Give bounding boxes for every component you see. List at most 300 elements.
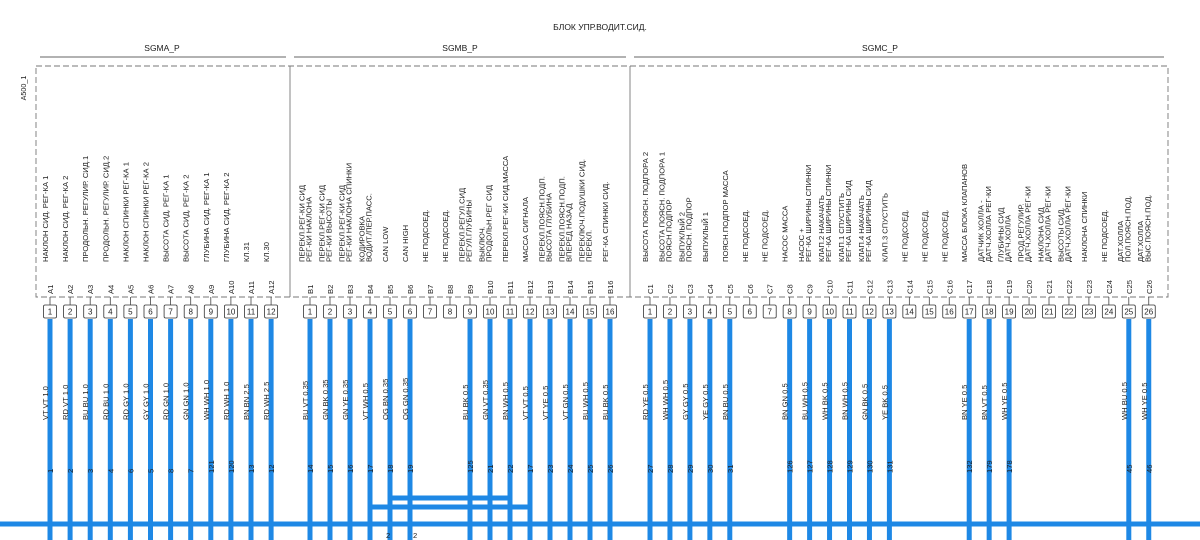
pin-description: ПЕРЕКЛ.РЕГУЛ.СИД xyxy=(457,187,467,262)
pin-description: РЕГ-КА ШИРИНЫ СПИНКИ xyxy=(804,164,814,262)
connector-layer xyxy=(0,43,1200,540)
pin-a5 xyxy=(121,162,137,540)
pin-a11 xyxy=(242,242,258,540)
connector-label: SGMA_P xyxy=(144,43,180,53)
pin-id: C23 xyxy=(1084,280,1094,294)
pin-number: 22 xyxy=(1064,307,1074,317)
pin-id: B7 xyxy=(426,284,435,294)
pin-id: C3 xyxy=(685,284,695,294)
circuit-number: 25 xyxy=(586,464,595,473)
wire-code: GY GY 0.5 xyxy=(680,383,690,420)
pin-description: ПЕРЕКЛ.ПОЯСН.ПОДП. xyxy=(557,176,567,262)
pin-description: НАКЛОНА СИД xyxy=(1036,207,1046,262)
circuit-number: 27 xyxy=(646,464,655,473)
pin-description: КЛАП.3 СПУСТИТЬ xyxy=(880,192,890,262)
pin-number: 18 xyxy=(984,307,994,317)
pin-id: C22 xyxy=(1064,280,1074,294)
pin-a7 xyxy=(162,175,178,540)
pin-number: 9 xyxy=(208,307,214,317)
pin-c17 xyxy=(960,164,976,540)
pin-id: B16 xyxy=(606,280,615,294)
wire-code: WH BU 0.5 xyxy=(1119,382,1129,420)
pin-a8 xyxy=(182,175,198,540)
pin-number: 4 xyxy=(108,307,113,317)
pin-number: 7 xyxy=(767,307,772,317)
circuit-number: 5 xyxy=(146,468,156,473)
connector-sgma-p xyxy=(40,43,286,540)
pin-description: ПРОД.РЕГУЛИР. xyxy=(1016,203,1026,262)
pin-number: 6 xyxy=(148,307,153,317)
pin-c26 xyxy=(1136,194,1155,540)
pin-id: C12 xyxy=(865,280,875,294)
pin-description: ВЫСОТА ПОЯСН. ПОДПОРА 2 xyxy=(641,151,650,262)
pin-number: 1 xyxy=(307,307,313,317)
pin-number: 3 xyxy=(347,307,353,317)
pin-c1 xyxy=(641,152,657,540)
wire-code: GN GN 1.0 xyxy=(181,382,191,420)
pin-number: 1 xyxy=(47,307,53,317)
circuit-number: 30 xyxy=(705,464,715,473)
pin-description: РЕГУЛ.ГЛУБИНЫ xyxy=(464,199,474,262)
pin-description: ДАТЧ.ХОЛЛА РЕГ-КИ xyxy=(983,186,993,262)
pin-number: 3 xyxy=(87,307,93,317)
wire-code: BN VT 0.5 xyxy=(980,385,990,420)
pin-number: 2 xyxy=(67,307,73,317)
pin-description: ВЫСОТА СИД. РЕГ-КА 1 xyxy=(161,174,171,262)
pin-c20 xyxy=(1016,186,1035,318)
pin-c8 xyxy=(781,205,797,540)
wire-code: VT YE 0.5 xyxy=(541,385,550,420)
pin-id: A11 xyxy=(247,281,256,294)
wire-code: RD WH 2.5 xyxy=(262,381,272,420)
circuit-number: 131 xyxy=(885,460,895,473)
pin-b3 xyxy=(337,163,356,540)
wire-code: GN BK 0.5 xyxy=(860,383,870,420)
pin-a9 xyxy=(202,173,218,540)
pin-description: ВЫСОТЫ СИД. xyxy=(1056,207,1066,262)
pin-description: ПРОДОЛЬН.РЕГ СИД xyxy=(484,184,494,262)
pin-number: 12 xyxy=(266,307,276,317)
pin-id: B9 xyxy=(466,284,475,294)
pin-b9 xyxy=(457,188,476,540)
pin-description: ДАТЧИК ХОЛЛА - xyxy=(976,200,986,262)
pin-id: C21 xyxy=(1045,280,1054,294)
pin-description: ГЛУБИНА СИД. РЕГ-КА 1 xyxy=(201,172,211,262)
bottom-label: 2 xyxy=(413,531,418,540)
pin-id: A1 xyxy=(46,284,55,294)
pin-number: 10 xyxy=(825,307,835,317)
circuit-number: 21 xyxy=(486,464,495,473)
pin-b14 xyxy=(557,176,576,540)
pin-number: 11 xyxy=(845,307,854,317)
wire-code: GN BK 0.35 xyxy=(321,379,330,420)
pin-description: МАССА БЛОКА КЛАПАНОВ xyxy=(960,163,970,262)
pin-number: 6 xyxy=(747,307,752,317)
circuit-number: 45 xyxy=(1124,464,1134,473)
pin-description: ПЕРЕКЛ.РЕГ-КИ СИД xyxy=(337,184,347,262)
wire-code: OG GN 0.35 xyxy=(401,377,410,420)
pin-description: ВЫСОТА ПОЯСН. ПОДПОРА 1 xyxy=(657,151,667,262)
pin-id: C13 xyxy=(885,280,895,294)
pin-number: 7 xyxy=(168,307,173,317)
pin-number: 15 xyxy=(924,307,934,317)
circuit-number: 120 xyxy=(226,460,236,473)
pin-id: A6 xyxy=(146,284,156,294)
pin-number: 3 xyxy=(687,307,693,317)
circuit-number: 18 xyxy=(386,464,395,473)
pin-description: ПЕРЕКЛ.РЕГ-КИ СИД xyxy=(297,184,307,262)
pin-description: ПОЯСН.ПОДПОР xyxy=(664,199,674,262)
pin-description: ПЕРЕКЛ.ПОЯСН.ПОДП. xyxy=(537,176,547,262)
pin-id: C24 xyxy=(1104,280,1114,294)
pin-b8 xyxy=(441,209,457,318)
pin-number: 23 xyxy=(1084,307,1094,317)
pin-number: 10 xyxy=(485,307,495,317)
circuit-number: 2 xyxy=(66,468,76,473)
pin-c19 xyxy=(997,208,1016,540)
pin-description: РЕГ-КИ НАКЛОНА СПИНКИ xyxy=(344,162,354,262)
pin-id: C14 xyxy=(905,280,915,294)
pin-number: 14 xyxy=(565,307,575,317)
pin-description: НЕ ПОДСОЕД. xyxy=(441,209,450,262)
pin-id: A4 xyxy=(106,284,116,294)
wire-code: RD GY 1.0 xyxy=(121,383,131,420)
diagram-title: БЛОК УПР.ВОДИТ.СИД. xyxy=(553,22,647,32)
pin-description: НЕ ПОДСОЕД. xyxy=(1099,209,1109,262)
pin-description: ПЕРЕКЛ. xyxy=(584,229,594,262)
pin-number: 4 xyxy=(367,307,373,317)
pin-id: A9 xyxy=(206,284,216,294)
circuit-number: 15 xyxy=(326,464,335,473)
pin-description: НАСОС МАССА xyxy=(780,205,790,262)
circuit-number: 8 xyxy=(166,468,176,473)
pin-number: 25 xyxy=(1124,307,1134,317)
pin-id: C15 xyxy=(925,280,935,294)
wire-code: BN WH 0.5 xyxy=(501,382,510,420)
wire-code: WH WH 0.5 xyxy=(660,379,670,420)
pin-description: ВЫС.ПОЯСН.ПОД. xyxy=(1143,194,1153,262)
pin-id: B3 xyxy=(346,284,355,294)
pin-number: 26 xyxy=(1144,307,1154,317)
pin-a1 xyxy=(41,176,57,540)
pin-description: ДАТ.ХОЛЛА xyxy=(1136,220,1146,262)
pin-id: C4 xyxy=(705,284,715,294)
pin-description: НАКЛОН СИД. РЕГ-КА 2 xyxy=(61,175,71,262)
circuit-number: 125 xyxy=(466,460,475,473)
circuit-number: 22 xyxy=(506,464,515,473)
circuit-number: 29 xyxy=(685,464,695,473)
pin-id: C7 xyxy=(765,284,775,294)
pin-description: НАКЛОН СПИНКИ РЕГ-КА 1 xyxy=(121,162,131,262)
pin-b13 xyxy=(537,176,556,540)
pin-id: C20 xyxy=(1025,280,1035,294)
pin-a12 xyxy=(262,242,278,540)
pin-description: РЕГ-КА ШИРИНЫ СИД xyxy=(864,180,874,262)
pin-id: C2 xyxy=(665,284,675,294)
pin-id: A10 xyxy=(226,280,236,294)
pin-number: 16 xyxy=(605,307,615,317)
pin-description: CAN LOW xyxy=(381,226,390,262)
wire-code: BN YE 0.5 xyxy=(960,384,970,420)
pin-c6 xyxy=(741,209,757,318)
pin-number: 9 xyxy=(467,307,473,317)
wire-code: VT VT 0.5 xyxy=(521,386,530,420)
connector-sgmc-p xyxy=(634,43,1164,540)
pin-description: ПОЛ.ПОЯСН.ПОД. xyxy=(1123,195,1133,262)
connector-label: SGMB_P xyxy=(442,43,478,53)
pin-c3 xyxy=(677,197,696,540)
pin-id: A12 xyxy=(267,280,277,294)
wire-code: GN VT 0.35 xyxy=(481,380,490,420)
wire-code: VT GN 0.5 xyxy=(561,384,570,420)
wire-code: YE GY 0.5 xyxy=(700,384,710,420)
pin-c10 xyxy=(817,165,836,540)
pin-number: 12 xyxy=(525,307,535,317)
pin-description: ПОЯСН.ПОДПОР МАССА xyxy=(720,170,730,262)
circuit-number: 46 xyxy=(1144,464,1154,473)
pin-description: ДАТ.ХОЛЛА xyxy=(1116,220,1126,262)
wire-code: RD YE 0.5 xyxy=(641,384,650,420)
pin-id: B6 xyxy=(406,284,415,294)
circuit-number: 31 xyxy=(725,464,735,473)
pin-description: ВЫСОТА ГЛУБИНА xyxy=(544,192,554,262)
pin-number: 8 xyxy=(188,307,193,317)
pin-description: КЛАП.1 СПУСТИТЬ xyxy=(836,192,846,262)
circuit-number: 178 xyxy=(1005,460,1015,473)
wire-code: BN BU 0.5 xyxy=(720,384,730,420)
pin-description: РЕГ-КИ НАКЛОНА xyxy=(304,196,314,262)
wire-code: RD GN 1.0 xyxy=(161,382,171,420)
pin-a3 xyxy=(81,156,97,540)
pin-description: НЕ ПОДСОЕД. xyxy=(421,209,430,262)
pin-id: A3 xyxy=(86,284,96,294)
wire-code: GY GY 1.0 xyxy=(141,383,151,420)
pin-number: 21 xyxy=(1044,307,1054,317)
pin-c15 xyxy=(920,209,936,318)
circuit-number: 17 xyxy=(366,464,375,473)
circuit-number: 127 xyxy=(805,460,815,473)
pin-description: КЛАП.2 НАКАЧАТЬ xyxy=(816,195,826,262)
pin-id: C10 xyxy=(825,280,835,294)
pin-description: НАКЛОН СИД. РЕГ-КА 1 xyxy=(41,175,50,262)
pin-id: B1 xyxy=(306,284,315,294)
pin-id: B14 xyxy=(566,280,575,294)
circuit-number: 1 xyxy=(46,468,55,473)
pin-number: 13 xyxy=(884,307,894,317)
pin-number: 5 xyxy=(128,307,133,317)
wire-code: BN WH 0.5 xyxy=(840,382,850,420)
pin-b15 xyxy=(577,159,596,540)
wire-code: WH BK 0.5 xyxy=(820,382,830,420)
pin-b16 xyxy=(601,182,617,540)
pin-c4 xyxy=(701,212,717,540)
pin-description: ГЛУБИНЫ СИД xyxy=(996,207,1006,262)
pin-c18 xyxy=(977,186,996,540)
wire-code: BU VT 0.35 xyxy=(301,380,310,420)
pin-id: B10 xyxy=(486,280,495,294)
pin-description: ДАТЧ.ХОЛЛА РЕГ-КИ xyxy=(1063,186,1073,262)
pin-description: НЕ ПОДСОЕД. xyxy=(740,209,750,262)
pin-description: ВЫКЛЮЧ. xyxy=(477,226,487,262)
circuit-number: 129 xyxy=(845,460,855,473)
circuit-number: 19 xyxy=(406,464,415,473)
pin-number: 2 xyxy=(327,307,333,317)
circuit-number: 126 xyxy=(785,460,795,473)
pin-number: 10 xyxy=(226,307,236,317)
pin-id: C16 xyxy=(945,280,955,294)
wire-code: BU BK 0.5 xyxy=(461,384,470,420)
pin-description: CAN HIGH xyxy=(401,224,410,262)
pin-id: B15 xyxy=(586,280,595,294)
pin-c7 xyxy=(761,209,777,318)
pin-id: A5 xyxy=(126,284,136,294)
pin-c5 xyxy=(721,169,737,540)
wire-code: VT WH 0.5 xyxy=(361,383,370,420)
pin-description: РЕГ-КА ШИРИНЫ СИД xyxy=(844,180,854,262)
pin-c22 xyxy=(1056,186,1075,318)
pin-b4 xyxy=(357,193,376,540)
pin-description: КЛАП.4 НАКАЧАТЬ xyxy=(856,195,866,262)
pin-number: 5 xyxy=(727,307,733,317)
pin-description: ДАТЧ.ХОЛЛА xyxy=(1003,214,1013,262)
pin-number: 8 xyxy=(447,307,453,317)
circuit-number: 179 xyxy=(985,460,995,473)
pin-b2 xyxy=(317,185,336,540)
pin-b7 xyxy=(421,209,437,318)
pin-number: 13 xyxy=(545,307,555,317)
pin-description: ВЫСОТА СИД. РЕГ-КА 2 xyxy=(181,174,191,262)
circuit-number: 132 xyxy=(965,460,975,473)
pin-number: 4 xyxy=(707,307,713,317)
pin-c21 xyxy=(1036,186,1055,318)
pin-c23 xyxy=(1080,192,1096,318)
pin-description: ВПЕРЕД НАЗАД xyxy=(564,203,574,262)
pin-description: РЕГ-КА СПИНКИ СИД. xyxy=(601,181,610,262)
connector-label: SGMC_P xyxy=(862,43,898,53)
pin-a2 xyxy=(61,176,77,540)
pin-id: C8 xyxy=(785,284,795,294)
pin-description: КЛ.30 xyxy=(262,242,272,262)
circuit-number: 4 xyxy=(106,468,116,473)
pin-a10 xyxy=(222,173,238,540)
pin-number: 20 xyxy=(1024,307,1034,317)
pin-description: КЛ.31 xyxy=(242,242,251,262)
pin-number: 5 xyxy=(387,307,393,317)
pin-c2 xyxy=(657,152,676,540)
circuit-number: 16 xyxy=(346,464,355,473)
pin-id: C26 xyxy=(1144,280,1154,294)
wire-code: BU BK 0.5 xyxy=(601,384,610,420)
pin-number: 12 xyxy=(864,307,874,317)
pin-description: ПОЯСН. ПОДПОР xyxy=(684,197,694,262)
circuit-number: 128 xyxy=(825,460,835,473)
circuit-number: 6 xyxy=(126,468,136,473)
circuit-number: 28 xyxy=(665,464,675,473)
wire-code: YE BK 0.5 xyxy=(880,384,890,420)
pin-id: B12 xyxy=(526,280,535,294)
wire-code: BU BU 1.0 xyxy=(81,384,91,420)
wire-code: OG BN 0.35 xyxy=(381,378,390,420)
pin-c13 xyxy=(880,193,896,540)
pin-description: МАССА СИГНАЛА xyxy=(521,196,530,262)
pin-id: C5 xyxy=(725,284,735,294)
connector-sgmb-p xyxy=(294,43,626,540)
pin-id: A8 xyxy=(186,284,196,294)
pin-description: ДАТЧ.ХОЛЛА РЕГ-КИ xyxy=(1023,186,1033,262)
pin-id: C18 xyxy=(985,280,995,294)
pin-number: 17 xyxy=(964,307,974,317)
pin-number: 9 xyxy=(807,307,812,317)
pin-id: B8 xyxy=(446,284,455,294)
bottom-label: 2 xyxy=(386,531,391,540)
circuit-number: 14 xyxy=(306,464,315,473)
pin-id: C19 xyxy=(1005,280,1015,294)
pin-description: НЕ ПОДСОЕД. xyxy=(940,209,950,262)
pin-description: ПЕРЕКЛ.РЕГ-КИ СИД xyxy=(317,184,327,262)
pin-description: ВОДИТ./ПЕР.ПАСС. xyxy=(364,193,374,262)
pin-b1 xyxy=(297,185,316,540)
pin-number: 16 xyxy=(944,307,954,317)
pin-id: C1 xyxy=(646,284,655,294)
pin-id: C25 xyxy=(1124,280,1134,294)
circuit-number: 23 xyxy=(546,464,555,473)
pin-id: B4 xyxy=(366,284,375,294)
pin-b6 xyxy=(401,225,417,540)
pin-description: ПРОДОЛЬН. РЕГУЛИР. СИД.1 xyxy=(81,155,91,262)
pin-number: 11 xyxy=(505,307,515,317)
pin-description: КОДИРОВКА xyxy=(357,215,367,262)
pin-c11 xyxy=(837,180,856,540)
pin-id: C11 xyxy=(845,280,855,294)
wire-code: BN GN 0.5 xyxy=(780,383,790,420)
wire-code: RD VT 1.0 xyxy=(61,384,71,420)
pin-description: ВЫПУКЛЫЙ 1 xyxy=(700,212,710,262)
pin-number: 7 xyxy=(427,307,433,317)
pin-number: 14 xyxy=(904,307,914,317)
pin-description: ПЕРЕКЛ.РЕГ-КИ СИД.МАССА xyxy=(501,155,510,262)
pin-number: 24 xyxy=(1104,307,1114,317)
pin-id: B13 xyxy=(546,280,555,294)
circuit-number: 121 xyxy=(206,460,216,473)
pin-a4 xyxy=(101,156,117,540)
pin-id: B2 xyxy=(326,284,335,294)
pin-description: ПЕРЕКЛЮЧ.ПОДУШКИ СИД. xyxy=(577,158,587,262)
pin-b12 xyxy=(521,196,537,540)
pin-b11 xyxy=(501,155,517,540)
wire-code: WH WH 1.0 xyxy=(201,379,211,420)
circuit-number: 13 xyxy=(247,464,256,473)
circuit-number: 26 xyxy=(606,464,615,473)
pin-c16 xyxy=(940,209,956,318)
wire-code: BU WH 0.5 xyxy=(581,382,590,420)
wire-code: WH YE 0.5 xyxy=(1000,382,1010,420)
pin-c14 xyxy=(900,209,916,318)
pin-c12 xyxy=(857,180,876,540)
pin-number: 15 xyxy=(585,307,595,317)
pin-description: НЕ ПОДСОЕД. xyxy=(900,209,910,262)
wire-code: GN YE 0.35 xyxy=(341,379,350,420)
pin-description: РЕГ-КИ ВЫСОТЫ xyxy=(324,198,334,262)
circuit-number: 3 xyxy=(86,468,96,473)
pin-description: НАКЛОН СПИНКИ РЕГ-КА 2 xyxy=(141,162,151,262)
pin-c9 xyxy=(797,165,816,540)
pin-description: НЕ ПОДСОЕД. xyxy=(920,209,930,262)
pin-number: 6 xyxy=(407,307,413,317)
pin-description: ПРОДОЛЬН. РЕГУЛИР. СИД.2 xyxy=(101,155,111,262)
pin-id: B11 xyxy=(506,281,515,294)
pin-a6 xyxy=(142,162,158,540)
pin-id: C17 xyxy=(965,280,975,294)
